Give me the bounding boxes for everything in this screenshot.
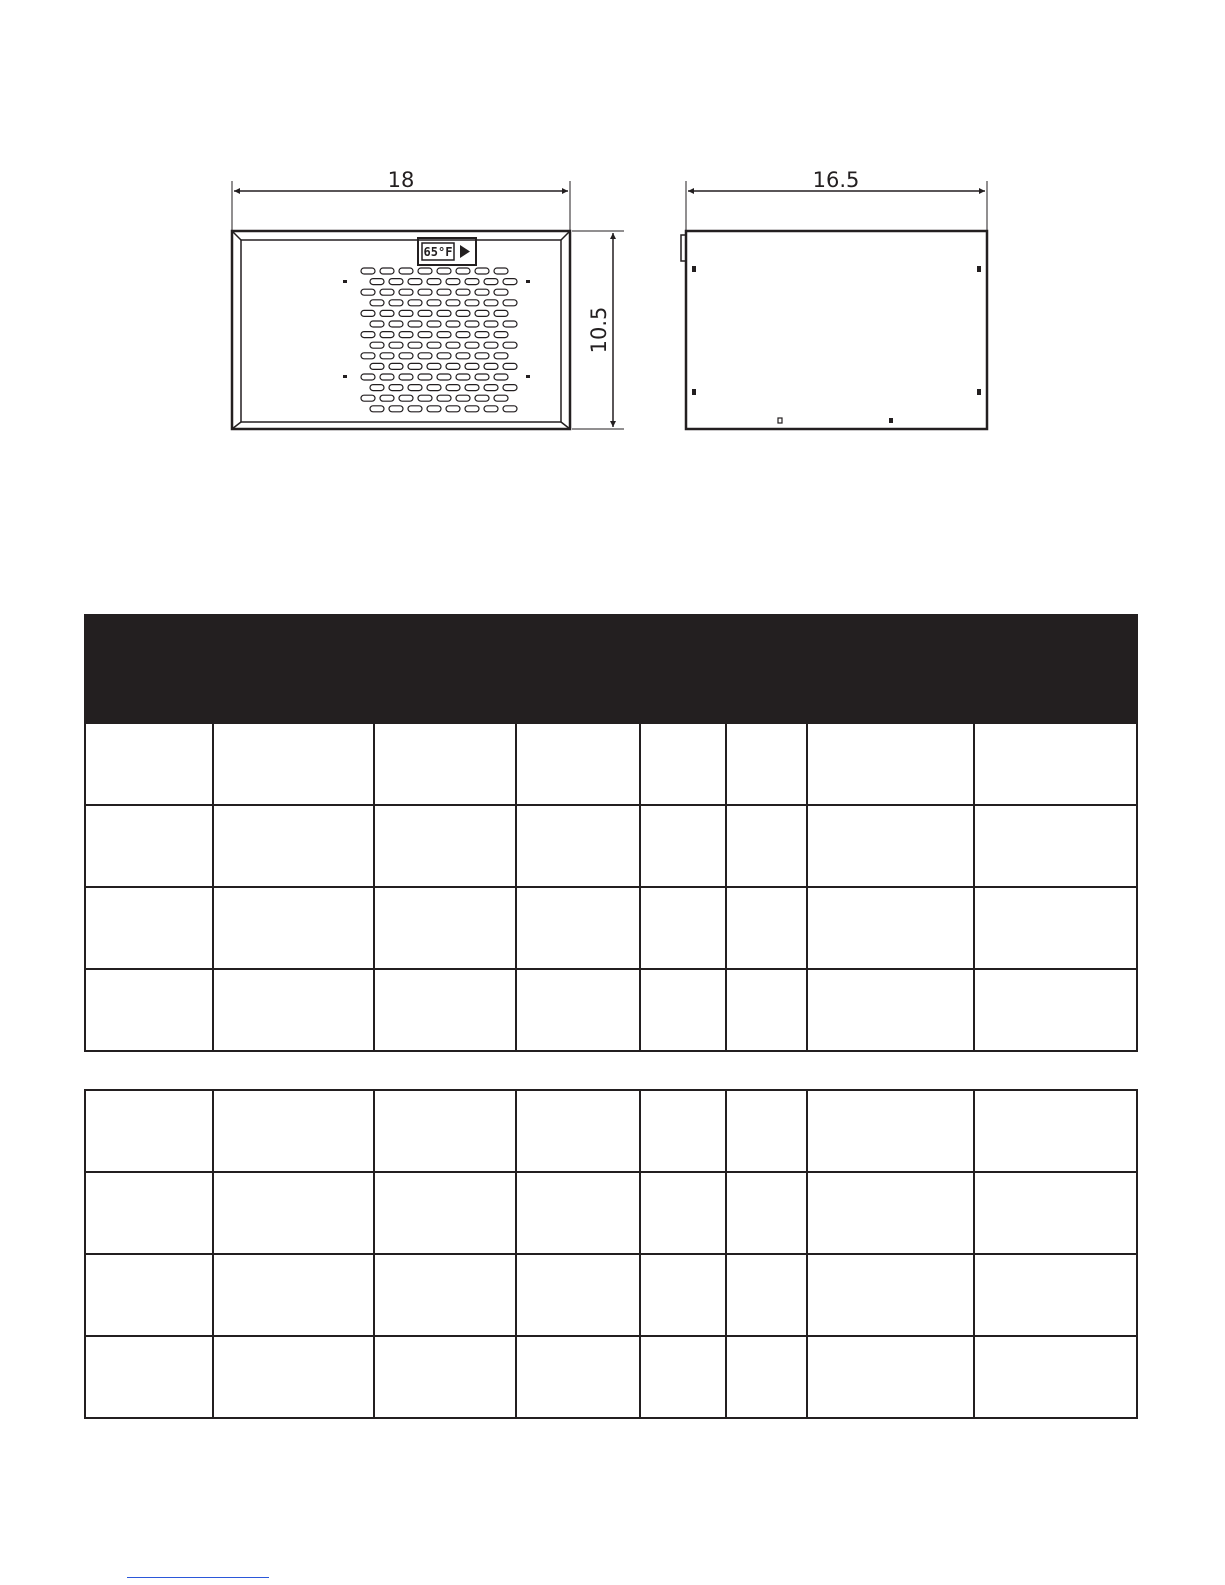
vent-slot bbox=[389, 279, 403, 285]
vent-slot bbox=[361, 289, 375, 295]
vent-slot bbox=[503, 406, 517, 412]
vent-slot bbox=[408, 342, 422, 348]
vent-slot bbox=[503, 342, 517, 348]
width-dimension-label: 18 bbox=[387, 168, 415, 192]
vent-slot bbox=[437, 332, 451, 338]
vent-slot bbox=[465, 406, 479, 412]
vent-slot bbox=[456, 353, 470, 359]
table-row bbox=[85, 1254, 1137, 1336]
vent-slot bbox=[484, 363, 498, 369]
vent-slot bbox=[437, 353, 451, 359]
vent-slot bbox=[494, 332, 508, 338]
vent-slot bbox=[446, 279, 460, 285]
vent-slot bbox=[456, 289, 470, 295]
vent-slot bbox=[418, 289, 432, 295]
table-row bbox=[85, 1336, 1137, 1418]
vent-slot bbox=[465, 363, 479, 369]
side-panel-bezel bbox=[681, 235, 686, 261]
mount-hole bbox=[526, 375, 530, 378]
header-cell bbox=[974, 615, 1137, 723]
vent-slot bbox=[408, 406, 422, 412]
vent-slot bbox=[484, 300, 498, 306]
vent-slot bbox=[446, 385, 460, 391]
front-view bbox=[232, 181, 624, 429]
vent-slot bbox=[380, 353, 394, 359]
vent-slot bbox=[370, 342, 384, 348]
vent-slot bbox=[484, 279, 498, 285]
vent-slot bbox=[418, 332, 432, 338]
footer-link-underline bbox=[127, 1577, 269, 1578]
vent-slot bbox=[370, 300, 384, 306]
vent-slot bbox=[494, 268, 508, 274]
vent-slot bbox=[503, 300, 517, 306]
thermostat-reading: 65°F bbox=[423, 245, 453, 259]
vent-slot bbox=[389, 363, 403, 369]
mount-hole bbox=[526, 280, 530, 283]
vent-slot bbox=[361, 268, 375, 274]
vent-slot bbox=[465, 300, 479, 306]
vent-slot bbox=[475, 353, 489, 359]
mount-hole bbox=[889, 418, 893, 423]
vent-slot bbox=[408, 279, 422, 285]
vent-slot bbox=[446, 342, 460, 348]
header-cell bbox=[807, 615, 974, 723]
vent-slot bbox=[494, 353, 508, 359]
vent-slot bbox=[408, 363, 422, 369]
vent-slot bbox=[380, 395, 394, 401]
vent-slot bbox=[418, 395, 432, 401]
vent-slot bbox=[437, 374, 451, 380]
header-cell bbox=[213, 615, 374, 723]
vent-slot bbox=[427, 279, 441, 285]
vent-slot bbox=[484, 385, 498, 391]
vent-slot bbox=[446, 363, 460, 369]
vent-slot bbox=[475, 268, 489, 274]
front-panel-outline bbox=[232, 231, 570, 429]
vent-slot bbox=[408, 385, 422, 391]
spec-table-top bbox=[84, 614, 1138, 1052]
vent-slot bbox=[427, 342, 441, 348]
vent-slot bbox=[503, 279, 517, 285]
table-row bbox=[85, 887, 1137, 969]
vent-slot bbox=[389, 321, 403, 327]
vent-slot bbox=[361, 332, 375, 338]
vent-slot bbox=[399, 268, 413, 274]
table-row bbox=[85, 723, 1137, 805]
vent-slot bbox=[427, 385, 441, 391]
vent-slot bbox=[446, 300, 460, 306]
height-dimension-label: 10.5 bbox=[587, 306, 611, 354]
header-cell bbox=[516, 615, 640, 723]
vent-slot bbox=[361, 374, 375, 380]
vent-slot bbox=[503, 385, 517, 391]
vent-slot bbox=[484, 406, 498, 412]
vent-slot bbox=[399, 289, 413, 295]
vent-slot bbox=[475, 289, 489, 295]
vent-slot bbox=[446, 321, 460, 327]
vent-slot bbox=[418, 310, 432, 316]
vent-slot bbox=[465, 279, 479, 285]
vent-slot bbox=[361, 353, 375, 359]
header-cell bbox=[640, 615, 807, 723]
vent-slot bbox=[380, 289, 394, 295]
vent-slot bbox=[437, 268, 451, 274]
vent-slot bbox=[389, 406, 403, 412]
vent-slot bbox=[503, 321, 517, 327]
mount-hole bbox=[778, 418, 782, 423]
vent-slot bbox=[399, 374, 413, 380]
mount-hole bbox=[692, 389, 696, 395]
vent-slot bbox=[456, 268, 470, 274]
vent-slot bbox=[484, 321, 498, 327]
vent-slot bbox=[370, 279, 384, 285]
vent-slot bbox=[389, 300, 403, 306]
vent-slot bbox=[408, 300, 422, 306]
vent-slot bbox=[380, 374, 394, 380]
vent-slot bbox=[437, 289, 451, 295]
vent-slot bbox=[370, 385, 384, 391]
mount-hole bbox=[343, 280, 347, 283]
vent-slot bbox=[427, 321, 441, 327]
vent-slot bbox=[503, 363, 517, 369]
vent-slot bbox=[389, 385, 403, 391]
vent-slot bbox=[427, 406, 441, 412]
mount-hole bbox=[692, 266, 696, 272]
mount-hole bbox=[977, 389, 981, 395]
vent-slot bbox=[370, 321, 384, 327]
table-row bbox=[85, 1090, 1137, 1172]
vent-slot bbox=[475, 395, 489, 401]
vent-slot bbox=[380, 310, 394, 316]
mount-hole bbox=[343, 375, 347, 378]
vent-slot bbox=[399, 310, 413, 316]
vent-grille bbox=[361, 268, 517, 412]
vent-slot bbox=[418, 374, 432, 380]
vent-slot bbox=[380, 332, 394, 338]
vent-slot bbox=[380, 268, 394, 274]
vent-slot bbox=[418, 268, 432, 274]
vent-slot bbox=[427, 300, 441, 306]
side-view bbox=[681, 181, 987, 429]
vent-slot bbox=[465, 385, 479, 391]
side-panel-outline bbox=[686, 231, 987, 429]
depth-dimension-label: 16.5 bbox=[812, 168, 860, 192]
header-cell bbox=[374, 615, 516, 723]
vent-slot bbox=[465, 321, 479, 327]
vent-slot bbox=[408, 321, 422, 327]
vent-slot bbox=[427, 363, 441, 369]
mount-hole bbox=[977, 266, 981, 272]
table-header-row bbox=[85, 615, 1137, 723]
spec-table-bottom bbox=[84, 1089, 1138, 1419]
table-row bbox=[85, 805, 1137, 887]
vent-slot bbox=[418, 353, 432, 359]
table-row bbox=[85, 969, 1137, 1051]
table-row bbox=[85, 1172, 1137, 1254]
vent-slot bbox=[399, 395, 413, 401]
vent-slot bbox=[465, 342, 479, 348]
vent-slot bbox=[475, 310, 489, 316]
vent-slot bbox=[456, 395, 470, 401]
vent-slot bbox=[437, 310, 451, 316]
dimension-drawing bbox=[0, 0, 1225, 600]
vent-slot bbox=[475, 332, 489, 338]
header-cell bbox=[85, 615, 213, 723]
vent-slot bbox=[370, 363, 384, 369]
vent-slot bbox=[494, 310, 508, 316]
vent-slot bbox=[456, 332, 470, 338]
vent-slot bbox=[389, 342, 403, 348]
vent-slot bbox=[437, 395, 451, 401]
vent-slot bbox=[446, 406, 460, 412]
vent-slot bbox=[494, 289, 508, 295]
vent-slot bbox=[484, 342, 498, 348]
vent-slot bbox=[475, 374, 489, 380]
vent-slot bbox=[399, 332, 413, 338]
vent-slot bbox=[494, 395, 508, 401]
vent-slot bbox=[494, 374, 508, 380]
vent-slot bbox=[456, 310, 470, 316]
vent-slot bbox=[370, 406, 384, 412]
vent-slot bbox=[399, 353, 413, 359]
vent-slot bbox=[361, 310, 375, 316]
vent-slot bbox=[456, 374, 470, 380]
vent-slot bbox=[361, 395, 375, 401]
